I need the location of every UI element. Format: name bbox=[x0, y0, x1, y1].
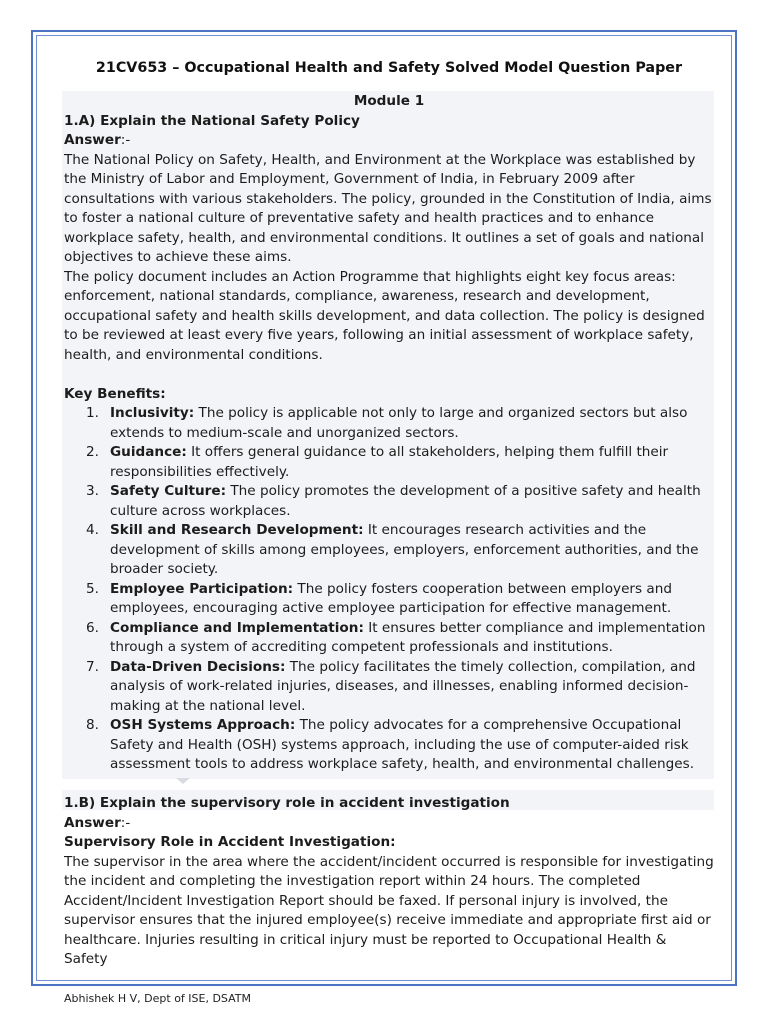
answer-label-text: Answer bbox=[64, 814, 121, 831]
list-number: 1. bbox=[86, 405, 99, 421]
list-item bbox=[64, 658, 714, 717]
list-number: 4. bbox=[86, 522, 99, 538]
answer-label-suffix: :- bbox=[120, 814, 131, 831]
list-item bbox=[64, 521, 714, 580]
list-term: Inclusivity: bbox=[110, 405, 195, 421]
question-1b: 1.B) Explain the supervisory role in accident investigation bbox=[64, 795, 510, 811]
list-text: The policy is applicable not only to large and organized sectors but also extends to medium-scale and unorganized sectors. bbox=[110, 405, 688, 441]
answer-label-text: Answer bbox=[64, 132, 121, 148]
page-title: 21CV653 – Occupational Health and Safety Solved Model Question Paper bbox=[95, 60, 683, 76]
paragraph-1a-1: The National Policy on Safety, Health, and Environment at the Workplace was established by the Ministry of Labor and Employment, Government of India, in February 2009 after consultations with various stakeholders. The policy, grounded in the Constitution of India, aims to foster a national culture of preventative safety and health practices and to enhance workplace safety, health, and environmental conditions. It outlines a set of goals and national objectives to achieve these aims. bbox=[64, 151, 712, 265]
list-term: Skill and Research Development: bbox=[110, 522, 364, 538]
list-text: The policy fosters cooperation between employers and employees, encouraging active employee participation for effective management. bbox=[110, 580, 672, 616]
answer-label-1a bbox=[64, 131, 714, 151]
list-item bbox=[64, 482, 714, 521]
list-number: 7. bbox=[86, 658, 99, 675]
list-item bbox=[64, 619, 714, 658]
list-term: OSH Systems Approach: bbox=[110, 717, 296, 733]
list-text: The policy facilitates the timely collection, compilation, and analysis of work-related injuries, diseases, and illnesses, enabling informed decision-making at the national level. bbox=[110, 658, 696, 714]
list-term: Data-Driven Decisions: bbox=[110, 658, 286, 675]
list-term: Compliance and Implementation: bbox=[110, 619, 364, 636]
benefits-heading: Key Benefits: bbox=[64, 385, 166, 402]
subheading-1b: Supervisory Role in Accident Investigation: bbox=[64, 834, 396, 850]
list-term: Safety Culture: bbox=[110, 483, 227, 499]
document-body bbox=[64, 92, 714, 970]
list-number: 2. bbox=[86, 444, 99, 460]
list-item bbox=[64, 716, 714, 775]
list-term: Guidance: bbox=[110, 444, 187, 460]
answer-label-1b bbox=[64, 814, 714, 834]
list-number: 3. bbox=[86, 483, 99, 499]
list-number: 6. bbox=[86, 619, 99, 636]
list-text: It encourages research activities and the development of skills among employees, employers, enforcement authorities, and the broader society. bbox=[110, 522, 699, 577]
paragraph-1b: The supervisor in the area where the accident/incident occurred is responsible for investigating the incident and completing the investigation report within 24 hours. The completed Accident/Incident Investigation Report should be faxed. If personal injury is involved, the supervisor ensures that the injured employee(s) receive immediate and appropriate first aid or healthcare. Injuries resulting in critical injury must be reported to Occupational Health & Safety bbox=[64, 853, 714, 967]
list-term: Employee Participation: bbox=[110, 580, 294, 597]
paragraph-1a-2: The policy document includes an Action Programme that highlights eight key focus areas: enforcement, national standards, compliance, awareness, research and development, occupational safety and health skills development, and data collection. The policy is designed to be reviewed at least every five years, following an initial assessment of workplace safety, health, and environmental conditions. bbox=[64, 268, 705, 363]
list-item bbox=[64, 404, 714, 443]
list-item bbox=[64, 580, 714, 619]
list-item bbox=[64, 443, 714, 482]
list-text: It ensures better compliance and implementation through a system of accrediting competent professionals and institutions. bbox=[110, 619, 706, 655]
benefits-list bbox=[64, 404, 714, 775]
page-footer: Abhishek H V, Dept of ISE, DSATM bbox=[64, 992, 251, 1005]
list-text: The policy promotes the development of a positive safety and health culture across workplaces. bbox=[110, 483, 701, 519]
question-1a: 1.A) Explain the National Safety Policy bbox=[64, 112, 360, 129]
list-text: The policy advocates for a comprehensive Occupational Safety and Health (OSH) systems approach, including the use of computer-aided risk assessment tools to address workplace safety, health, and environmental challenges. bbox=[110, 717, 695, 772]
module-heading: Module 1 bbox=[353, 93, 425, 109]
list-number: 8. bbox=[86, 717, 99, 733]
answer-label-suffix: :- bbox=[120, 132, 131, 148]
list-text: It offers general guidance to all stakeholders, helping them fulfill their responsibilities effectively. bbox=[110, 444, 669, 480]
list-number: 5. bbox=[86, 580, 99, 597]
